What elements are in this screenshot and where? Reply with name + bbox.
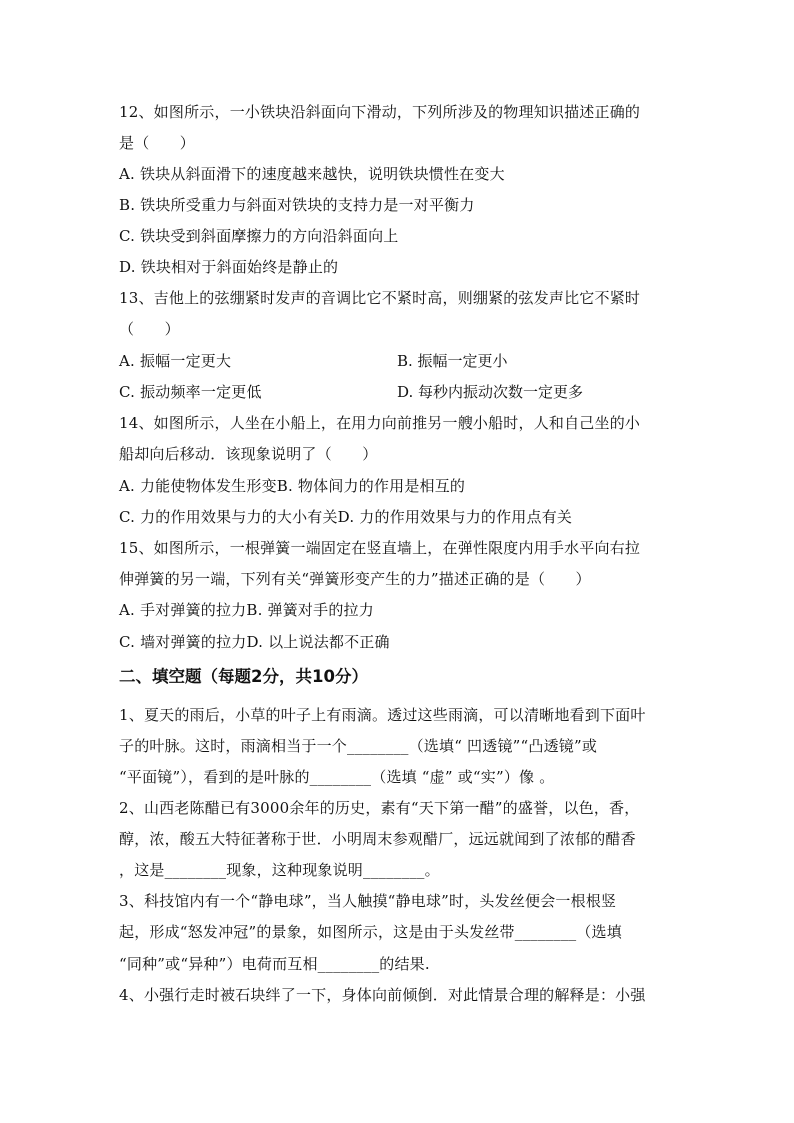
q14-options-cd: C. 力的作用效果与力的大小有关D. 力的作用效果与力的作用点有关 (119, 508, 573, 526)
q12-option-a: A. 铁块从斜面滑下的速度越来越快，说明铁块惯性在变大 (119, 165, 505, 183)
q15-stem-line1: 15、如图所示，一根弹簧一端固定在竖直墙上，在弹性限度内用手水平向右拉 (119, 539, 641, 557)
fill3-line3: “同种”或“异种”）电荷而互相________的结果. (119, 955, 430, 973)
fill1-line3: “平面镜”），看到的是叶脉的________（选填 “虚” 或“实”）像 。 (119, 768, 555, 786)
section-heading-fill-in: 二、填空题（每题2分，共10分） (119, 667, 368, 686)
q13-option-c: C. 振动频率一定更低 (119, 383, 262, 401)
fill2-line2: 醇，浓，酸五大特征著称于世．小明周末参观醋厂，远远就闻到了浓郁的醋香 (119, 830, 636, 848)
q12-stem-line1: 12、如图所示，一小铁块沿斜面向下滑动，下列所涉及的物理知识描述正确的 (119, 103, 641, 121)
fill1-line1: 1、夏天的雨后，小草的叶子上有雨滴。透过这些雨滴，可以清晰地看到下面叶 (119, 706, 646, 724)
fill2-line3: ，这是________现象，这种现象说明________。 (119, 861, 440, 879)
fill3-line2: 起，形成“怒发冲冠”的景象，如图所示，这是由于头发丝带________（选填 (119, 923, 622, 941)
q13-option-b: B. 振幅一定更小 (397, 352, 508, 370)
fill2-line1: 2、山西老陈醋已有3000余年的历史，素有“天下第一醋”的盛誉，以色，香， (119, 799, 640, 817)
q12-option-d: D. 铁块相对于斜面始终是静止的 (119, 258, 339, 276)
q12-option-b: B. 铁块所受重力与斜面对铁块的支持力是一对平衡力 (119, 196, 475, 214)
q14-options-ab: A. 力能使物体发生形变B. 物体间力的作用是相互的 (119, 477, 466, 495)
fill1-line2: 子的叶脉。这时，雨滴相当于一个________（选填“ 凹透镜”“凸透镜”或 (119, 737, 598, 755)
fill4-line1: 4、小强行走时被石块绊了一下，身体向前倾倒．对此情景合理的解释是：小强 (119, 986, 646, 1004)
q13-stem-line1: 13、吉他上的弦绷紧时发声的音调比它不紧时高，则绷紧的弦发声比它不紧时 (119, 289, 641, 307)
q15-stem-line2: 伸弹簧的另一端，下列有关“弹簧形变产生的力”描述正确的是（ ） (119, 570, 591, 588)
fill3-line1: 3、科技馆内有一个“静电球”，当人触摸“静电球”时，头发丝便会一根根竖 (119, 892, 617, 910)
q12-option-c: C. 铁块受到斜面摩擦力的方向沿斜面向上 (119, 227, 399, 245)
q14-stem-line2: 船却向后移动．该现象说明了（ ） (119, 445, 378, 463)
q12-stem-line2: 是（ ） (119, 134, 196, 152)
q13-option-a: A. 振幅一定更大 (119, 352, 232, 370)
q15-options-ab: A. 手对弹簧的拉力B. 弹簧对手的拉力 (119, 601, 374, 619)
q13-option-d: D. 每秒内振动次数一定更多 (397, 383, 584, 401)
q13-stem-line2: （ ） (119, 320, 180, 338)
q15-options-cd: C. 墙对弹簧的拉力D. 以上说法都不正确 (119, 633, 390, 651)
q14-stem-line1: 14、如图所示，人坐在小船上，在用力向前推另一艘小船时，人和自己坐的小 (119, 414, 641, 432)
